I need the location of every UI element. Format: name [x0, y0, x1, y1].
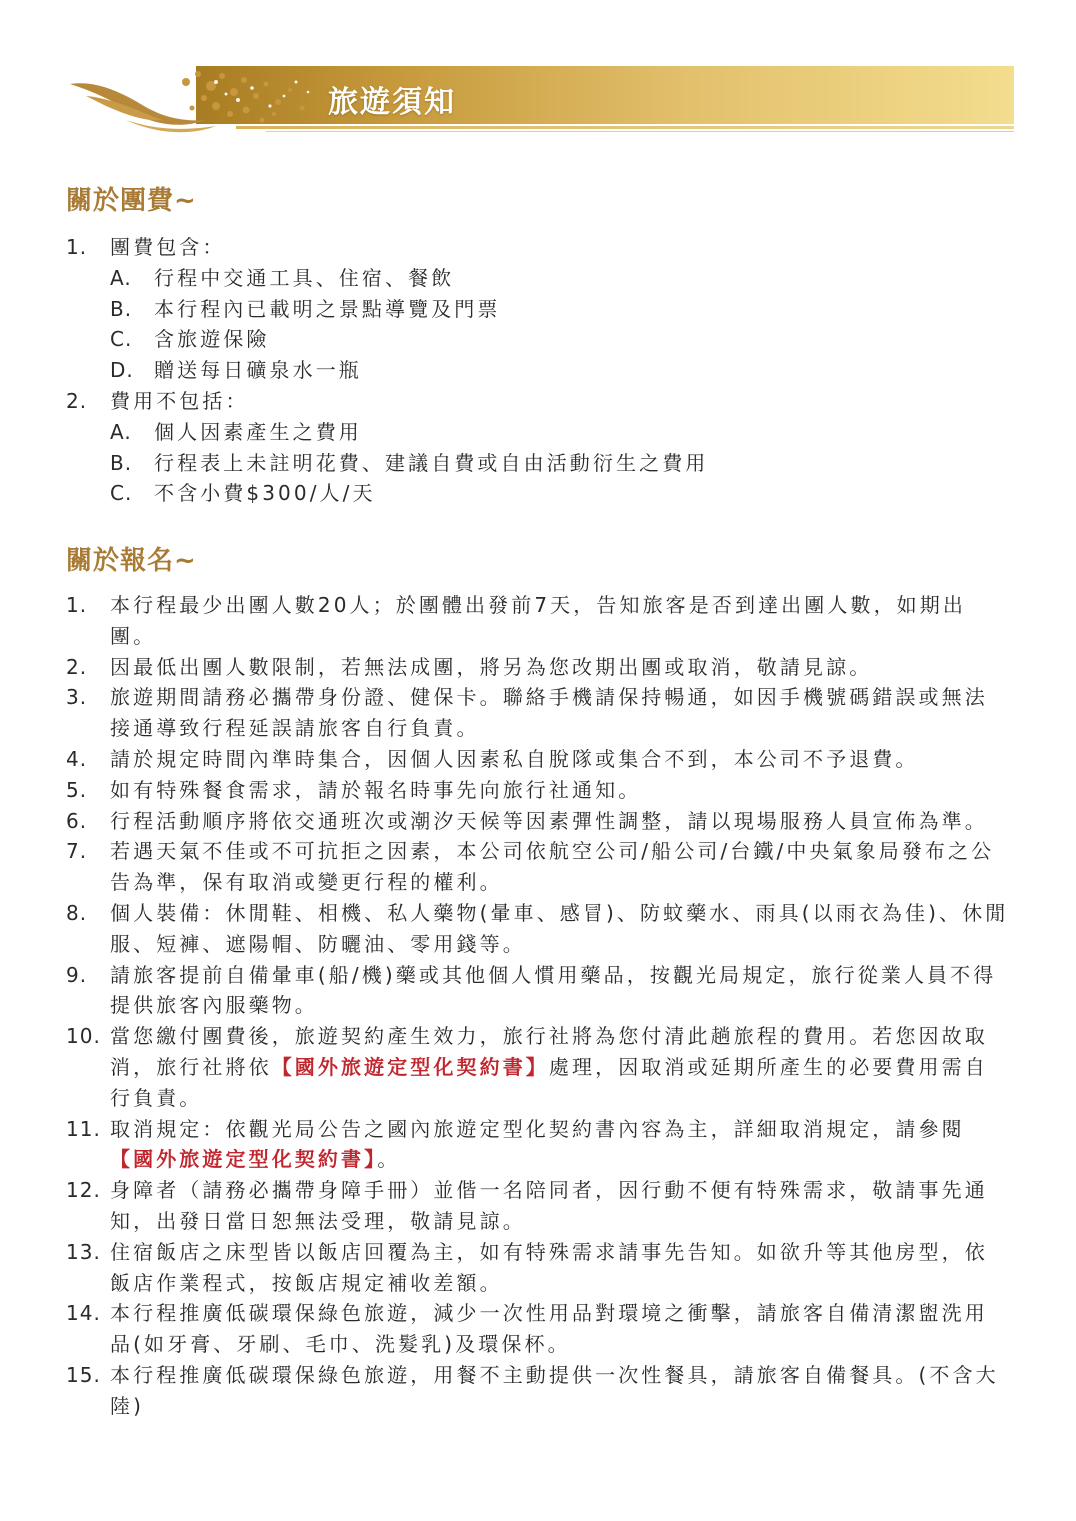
list-item	[66, 1175, 1010, 1237]
sub-item	[110, 448, 708, 479]
item-text: 因最低出團人數限制，若無法成團，將另為您改期出團或取消，敬請見諒。	[110, 654, 873, 679]
item-number: 14.	[66, 1301, 101, 1326]
item-text: 本行程最少出團人數20人；於團體出發前7天，告知旅客是否到達出團人數，如期出團。	[110, 593, 966, 648]
item-number: 13.	[66, 1239, 101, 1264]
sub-item	[110, 324, 708, 355]
item-text: 本行程推廣低碳環保綠色旅遊，減少一次性用品對環境之衝擊，請旅客自備清潔盥洗用品(如牙膏、牙刷、毛巾、洗髮乳)及環保杯。	[110, 1301, 988, 1357]
list-item	[66, 775, 1010, 806]
item-text: 團費包含：	[110, 235, 226, 259]
banner-underline	[236, 126, 1014, 129]
list-item	[66, 682, 1010, 744]
sub-item-letter: C.	[110, 327, 133, 352]
sub-item-text: 不含小費$300/人/天	[154, 481, 376, 506]
item-number: 3.	[66, 685, 88, 710]
item-text: 若遇天氣不佳或不可抗拒之因素，本公司依航空公司/船公司/台鐵/中央氣象局發布之公告為準，保有取消或變更行程的權利。	[110, 839, 995, 895]
item-text: 旅遊期間請務必攜帶身份證、健保卡。聯絡手機請保持暢通，如因手機號碼錯誤或無法接通導致行程延誤請旅客自行負責。	[110, 685, 988, 741]
sub-item-letter: B.	[110, 450, 133, 475]
item-number: 12.	[66, 1178, 101, 1203]
item-text: 行程活動順序將依交通班次或潮汐天候等因素彈性調整，請以現場服務人員宣佈為準。	[110, 808, 988, 833]
list-item	[66, 744, 1010, 775]
sub-item	[110, 417, 708, 448]
list-item	[66, 590, 1010, 652]
list-item	[66, 1114, 1010, 1176]
banner-title: 旅遊須知	[328, 85, 456, 120]
sub-item-text: 行程中交通工具、住宿、餐飲	[154, 265, 455, 290]
list-item	[66, 960, 1010, 1022]
item-number: 7.	[66, 839, 88, 864]
list-item	[66, 836, 1010, 898]
banner-underline-thin	[266, 131, 1014, 132]
header-banner	[66, 62, 1014, 138]
sub-item	[110, 478, 708, 509]
item-number: 15.	[66, 1362, 101, 1387]
sub-item-text: 本行程內已載明之景點導覽及門票	[154, 296, 501, 321]
list-item	[66, 806, 1010, 837]
item-number: 2.	[66, 388, 88, 413]
item-text: 處理，因取消或延期所產生的必要費用需自行負責。	[110, 1054, 988, 1110]
sub-item-letter: D.	[110, 358, 134, 383]
sub-item-text: 贈送每日礦泉水一瓶	[154, 358, 362, 383]
list-item	[66, 1237, 1010, 1299]
item-text: 如有特殊餐食需求，請於報名時事先向旅行社通知。	[110, 777, 642, 802]
list-item	[66, 232, 708, 386]
item-number: 1.	[66, 235, 88, 259]
list-item	[66, 898, 1010, 960]
section-title-fees: 關於團費~	[66, 186, 197, 216]
sub-item-letter: C.	[110, 481, 133, 506]
item-text: 個人裝備：休閒鞋、相機、私人藥物(暈車、感冒)、防蚊藥水、雨具(以雨衣為佳)、休閒服、短褲、遮陽帽、防曬油、零用錢等。	[110, 900, 1009, 956]
item-number: 10.	[66, 1024, 101, 1049]
item-text: 身障者（請務必攜帶身障手冊）並偕一名陪同者，因行動不便有特殊需求，敬請事先通知，出發日當日恕無法受理，敬請見諒。	[110, 1178, 988, 1233]
sub-item-letter: A.	[110, 419, 132, 444]
item-text: 。	[377, 1147, 401, 1172]
item-text: 請於規定時間內準時集合，因個人因素私自脫隊或集合不到，本公司不予退費。	[110, 746, 919, 771]
item-text: 當您繳付團費後，旅遊契約產生效力，旅行社將為您付清此趟旅程的費用。若您因故取消，旅行社將依	[110, 1024, 988, 1079]
crane-logo-icon	[66, 62, 326, 138]
sub-list	[110, 417, 708, 509]
sub-item-letter: B.	[110, 296, 133, 321]
item-text: 住宿飯店之床型皆以飯店回覆為主，如有特殊需求請事先告知。如欲升等其他房型，依飯店作業程式，按飯店規定補收差額。	[110, 1239, 988, 1295]
section-title-registration: 關於報名~	[66, 546, 197, 576]
list-item	[66, 1021, 1010, 1113]
sub-item-text: 含旅遊保險	[154, 327, 270, 352]
item-text: 取消規定：依觀光局公告之國內旅遊定型化契約書內容為主，詳細取消規定，請參閱	[110, 1116, 965, 1141]
sub-item	[110, 263, 708, 294]
item-number: 1.	[66, 593, 88, 617]
sub-item	[110, 355, 708, 386]
item-number: 2.	[66, 654, 88, 679]
item-text: 本行程推廣低碳環保綠色旅遊，用餐不主動提供一次性餐具，請旅客自備餐具。(不含大陸)	[110, 1362, 999, 1418]
item-text: 費用不包括：	[110, 388, 249, 413]
item-number: 9.	[66, 962, 88, 987]
fees-list	[66, 232, 708, 509]
registration-list	[66, 590, 1010, 1422]
list-item	[66, 1298, 1010, 1360]
item-number: 8.	[66, 900, 88, 925]
list-item	[66, 386, 708, 509]
list-item	[66, 652, 1010, 683]
item-number: 6.	[66, 808, 88, 833]
contract-link[interactable]: 【國外旅遊定型化契約書】	[110, 1147, 378, 1172]
sub-item-letter: A.	[110, 265, 132, 290]
item-number: 11.	[66, 1116, 101, 1141]
item-text: 請旅客提前自備暈車(船/機)藥或其他個人慣用藥品，按觀光局規定，旅行從業人員不得提供旅客內服藥物。	[110, 962, 997, 1018]
sub-item	[110, 294, 708, 325]
item-number: 5.	[66, 777, 88, 802]
item-number: 4.	[66, 746, 88, 771]
list-item	[66, 1360, 1010, 1422]
contract-link[interactable]: 【國外旅遊定型化契約書】	[271, 1054, 549, 1079]
sub-item-text: 行程表上未註明花費、建議自費或自由活動衍生之費用	[154, 450, 709, 475]
sub-list	[110, 263, 708, 386]
sub-item-text: 個人因素產生之費用	[154, 419, 362, 444]
